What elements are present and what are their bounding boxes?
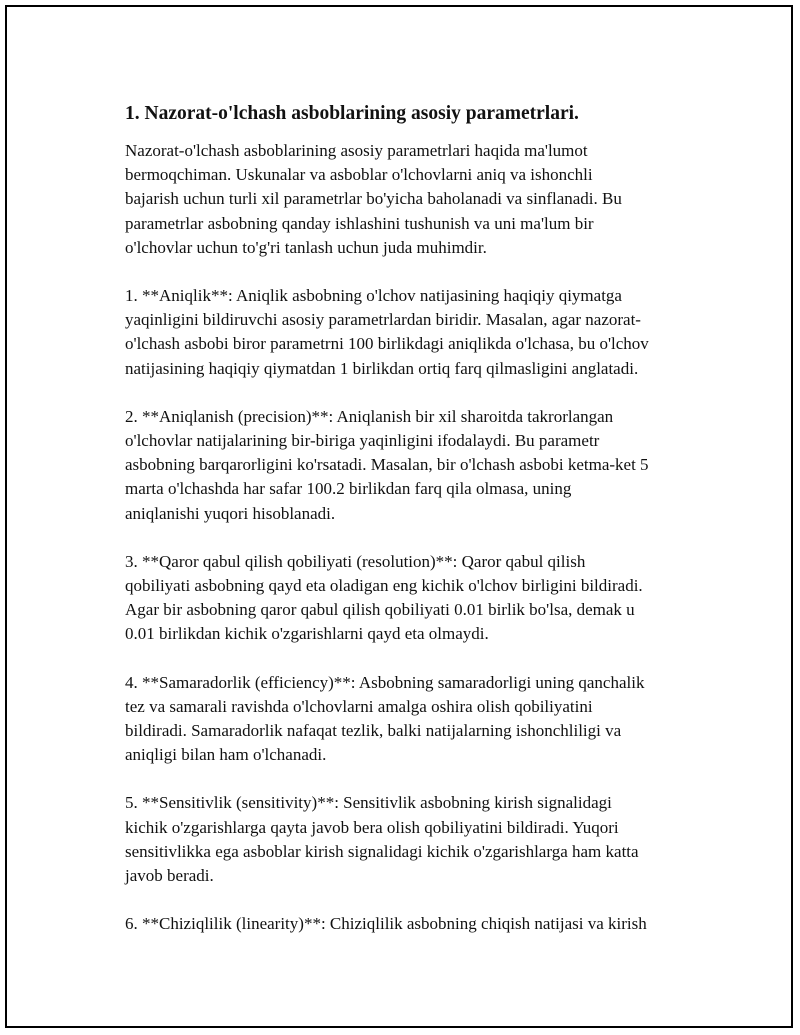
text-line: kichik o'zgarishlarga qayta javob bera olish qobiliyatini bildiradi. Yuqori (125, 817, 619, 837)
page-frame (5, 5, 793, 1028)
text-line: sensitivlikka ega asboblar kirish signalidagi kichik o'zgarishlarga ham katta (125, 841, 639, 861)
text-line: 6. **Chiziqlilik (linearity)**: Chiziqlilik asbobning chiqish natijasi va kirish (125, 914, 647, 934)
paragraph-efficiency (125, 671, 705, 768)
text-line: parametrlar asbobning qanday ishlashini tushunish va uni ma'lum bir (125, 213, 594, 233)
text-line: asbobning barqarorligini ko'rsatadi. Masalan, bir o'lchash asbobi ketma-ket 5 (125, 455, 649, 475)
text-line: bermoqchiman. Uskunalar va asboblar o'lchovlarni aniq va ishonchli (125, 165, 593, 185)
text-line: marta o'lchashda har safar 100.2 birlikdan farq qila olmasa, uning (125, 479, 572, 499)
text-line: javob beradi. (125, 866, 214, 886)
paragraph-aniqlanish (125, 405, 705, 526)
text-line: 5. **Sensitivlik (sensitivity)**: Sensitivlik asbobning kirish signalidagi (125, 793, 612, 813)
text-line: 1. **Aniqlik**: Aniqlik asbobning o'lchov natijasining haqiqiy qiymatga (125, 286, 622, 306)
text-line: aniqlanishi yuqori hisoblanadi. (125, 503, 336, 523)
text-line: natijasining haqiqiy qiymatdan 1 birlikdan ortiq farq qilmasligini anglatadi. (125, 358, 639, 378)
text-line: yaqinligini bildiruvchi asosiy parametrlardan biridir. Masalan, agar nazorat- (125, 310, 641, 330)
text-line: Nazorat-o'lchash asboblarining asosiy parametrlari haqida ma'lumot (125, 141, 588, 160)
paragraph-aniqlik (125, 284, 705, 381)
paragraph-resolution (125, 550, 705, 647)
paragraph-linearity (125, 912, 705, 936)
text-line: 0.01 birlikdan kichik o'zgarishlarni qayd eta olmaydi. (125, 624, 489, 644)
text-line: 2. **Aniqlanish (precision)**: Aniqlanish bir xil sharoitda takrorlangan (125, 406, 614, 426)
text-line: Agar bir asbobning qaror qabul qilish qobiliyati 0.01 birlik bo'lsa, demak u (125, 600, 635, 620)
text-line: bildiradi. Samaradorlik nafaqat tezlik, balki natijalarning ishonchliligi va (125, 721, 622, 741)
text-line: 4. **Samaradorlik (efficiency)**: Asbobning samaradorligi uning qanchalik (125, 672, 645, 692)
text-line: tez va samarali ravishda o'lchovlarni amalga oshira olish qobiliyatini (125, 696, 593, 716)
text-line: o'lchash asbobi biror parametrni 100 birlikdagi aniqlikda o'lchasa, bu o'lchov (125, 334, 649, 354)
text-line: o'lchovlar natijalarining bir-biriga yaqinligini ifodalaydi. Bu parametr (125, 431, 600, 451)
text-line: 3. **Qaror qabul qilish qobiliyati (resolution)**: Qaror qabul qilish (125, 551, 586, 571)
text-line: aniqligi bilan ham o'lchanadi. (125, 745, 327, 765)
text-line: bajarish uchun turli xil parametrlar bo'yicha baholanadi va sinflanadi. Bu (125, 189, 622, 209)
intro-paragraph (125, 139, 705, 260)
document-body (125, 101, 705, 960)
document-title: 1. Nazorat-o'lchash asboblarining asosiy parametrlari. (125, 103, 579, 124)
text-line: o'lchovlar uchun to'g'ri tanlash uchun juda muhimdir. (125, 237, 487, 257)
paragraph-sensitivity (125, 791, 705, 888)
text-line: qobiliyati asbobning qayd eta oladigan eng kichik o'lchov birligini bildiradi. (125, 576, 643, 596)
